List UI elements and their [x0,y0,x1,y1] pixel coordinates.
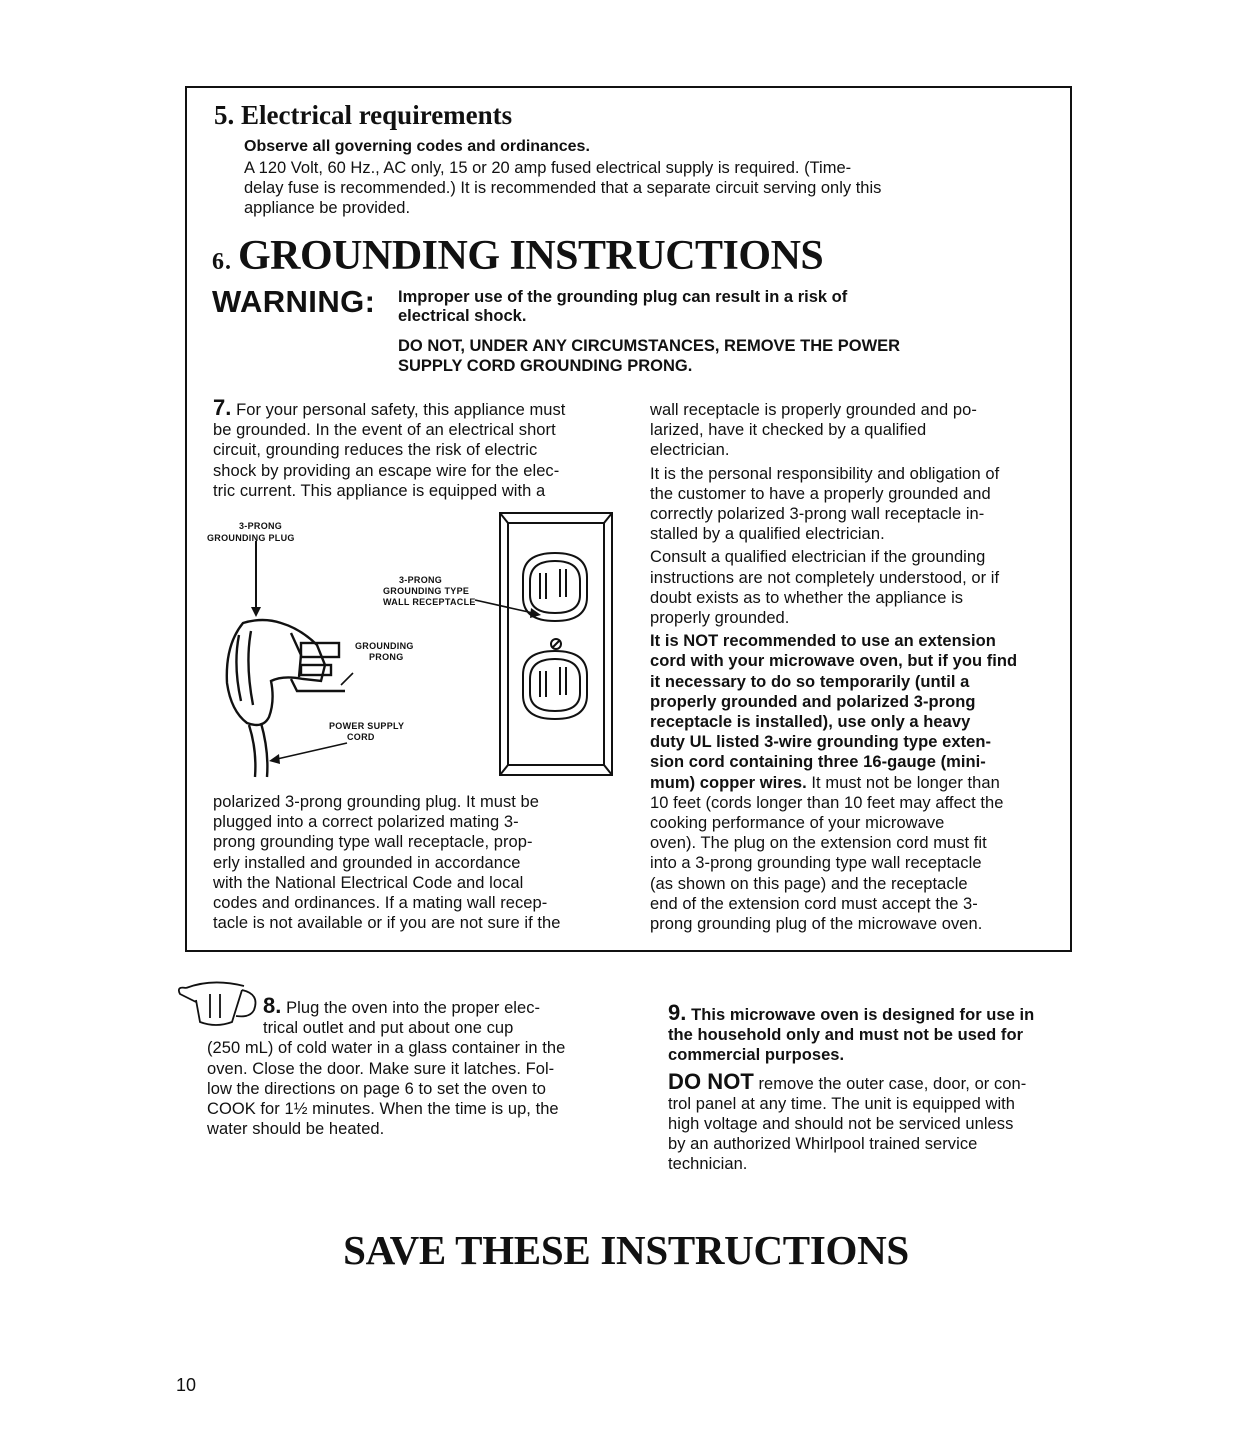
grounding-diagram [205,505,615,785]
section5-heading: 5. Electrical requirements [214,100,513,130]
warning-text: Improper use of the grounding plug can result in a risk of electrical shock. [398,288,848,325]
item7-left-bottom: polarized 3-prong grounding plug. It must be plugged into a correct polarized mating 3- prong grounding type wall receptacle, prop- erly installed and grounded in accordance with the National Electrical Code and local codes and ordinances. If a mating wall recep- tacle is not available or if you are not sure if the [213,793,561,933]
item7-left-top: 7. For your personal safety, this appliance must be grounded. In the event of an electrical short circuit, grounding reduces the risk of electric shock by providing an escape wire for the elec- tric current. This appliance is equipped with a [213,395,566,500]
item9-text: 9. This microwave oven is designed for use in the household only and must not be used for commercial purposes. DO NOT remove the outer case, door, or con- trol panel at any time. The unit is equipped with high voltage and should not be serviced unless by an authorized Whirlpool trained service technician. [668,1000,1035,1174]
save-instructions-title: SAVE THESE INSTRUCTIONS [343,1227,909,1273]
diagram-label-prong: GROUNDING PRONG [355,641,414,662]
caution-text: DO NOT, UNDER ANY CIRCUMSTANCES, REMOVE THE POWER SUPPLY CORD GROUNDING PRONG. [398,337,901,375]
diagram-label-receptacle: 3-PRONG GROUNDING TYPE WALL RECEPTACLE [383,575,476,607]
warning-label: WARNING: [212,284,376,319]
page-number: 10 [176,1375,197,1395]
diagram-label-plug-2: GROUNDING PLUG [207,533,295,543]
diagram-label-plug: 3-PRONG [239,521,283,531]
diagram-label-cord: POWER SUPPLY CORD [329,721,405,742]
section5-body: A 120 Volt, 60 Hz., AC only, 15 or 20 amp fused electrical supply is required. (Time- delay fuse is recommended.) It is recommended that a separate circuit serving only this appliance be provided. [244,159,882,217]
item7-right-column: wall receptacle is properly grounded and po- larized, have it checked by a qualified electrician. It is the personal responsibility and obligation of the customer to have a properly grounded and correctly polarized 3-prong wall receptacle in- stalled by a qualified electrician. Consult a qualified electrician if the grounding instructions are not completely understood, or if doubt exists as to whether the appliance is properly grounded. It is NOT recommended to use an extension cord with your microwave oven, but if you find it necessary to do so temporarily (until a properly grounded and polarized 3-prong receptacle is installed), use only a heavy duty UL listed 3-wire grounding type exten- sion cord containing three 16-gauge (mini- mum) copper wires. It must not be longer than 10 feet (cords longer than 10 feet may affect the cooking performance of your microwave oven). The plug on the extension cord must fit into a 3-prong grounding type wall receptacle (as shown on this page) and the receptacle end of the extension cord must accept the 3- prong grounding plug of the microwave oven. [650,401,1018,934]
item8-text: 8. Plug the oven into the proper elec- trical outlet and put about one cup (250 mL) of cold water in a glass container in the oven. Close the door. Make sure it latches. Fol- low the directions on page 6 to set the oven to COOK for 1½ minutes. When the time is up, the water should be heated. [207,993,566,1139]
section6-heading: 6. GROUNDING INSTRUCTIONS [212,233,824,279]
section5-subheading: Observe all governing codes and ordinances. [244,138,590,155]
